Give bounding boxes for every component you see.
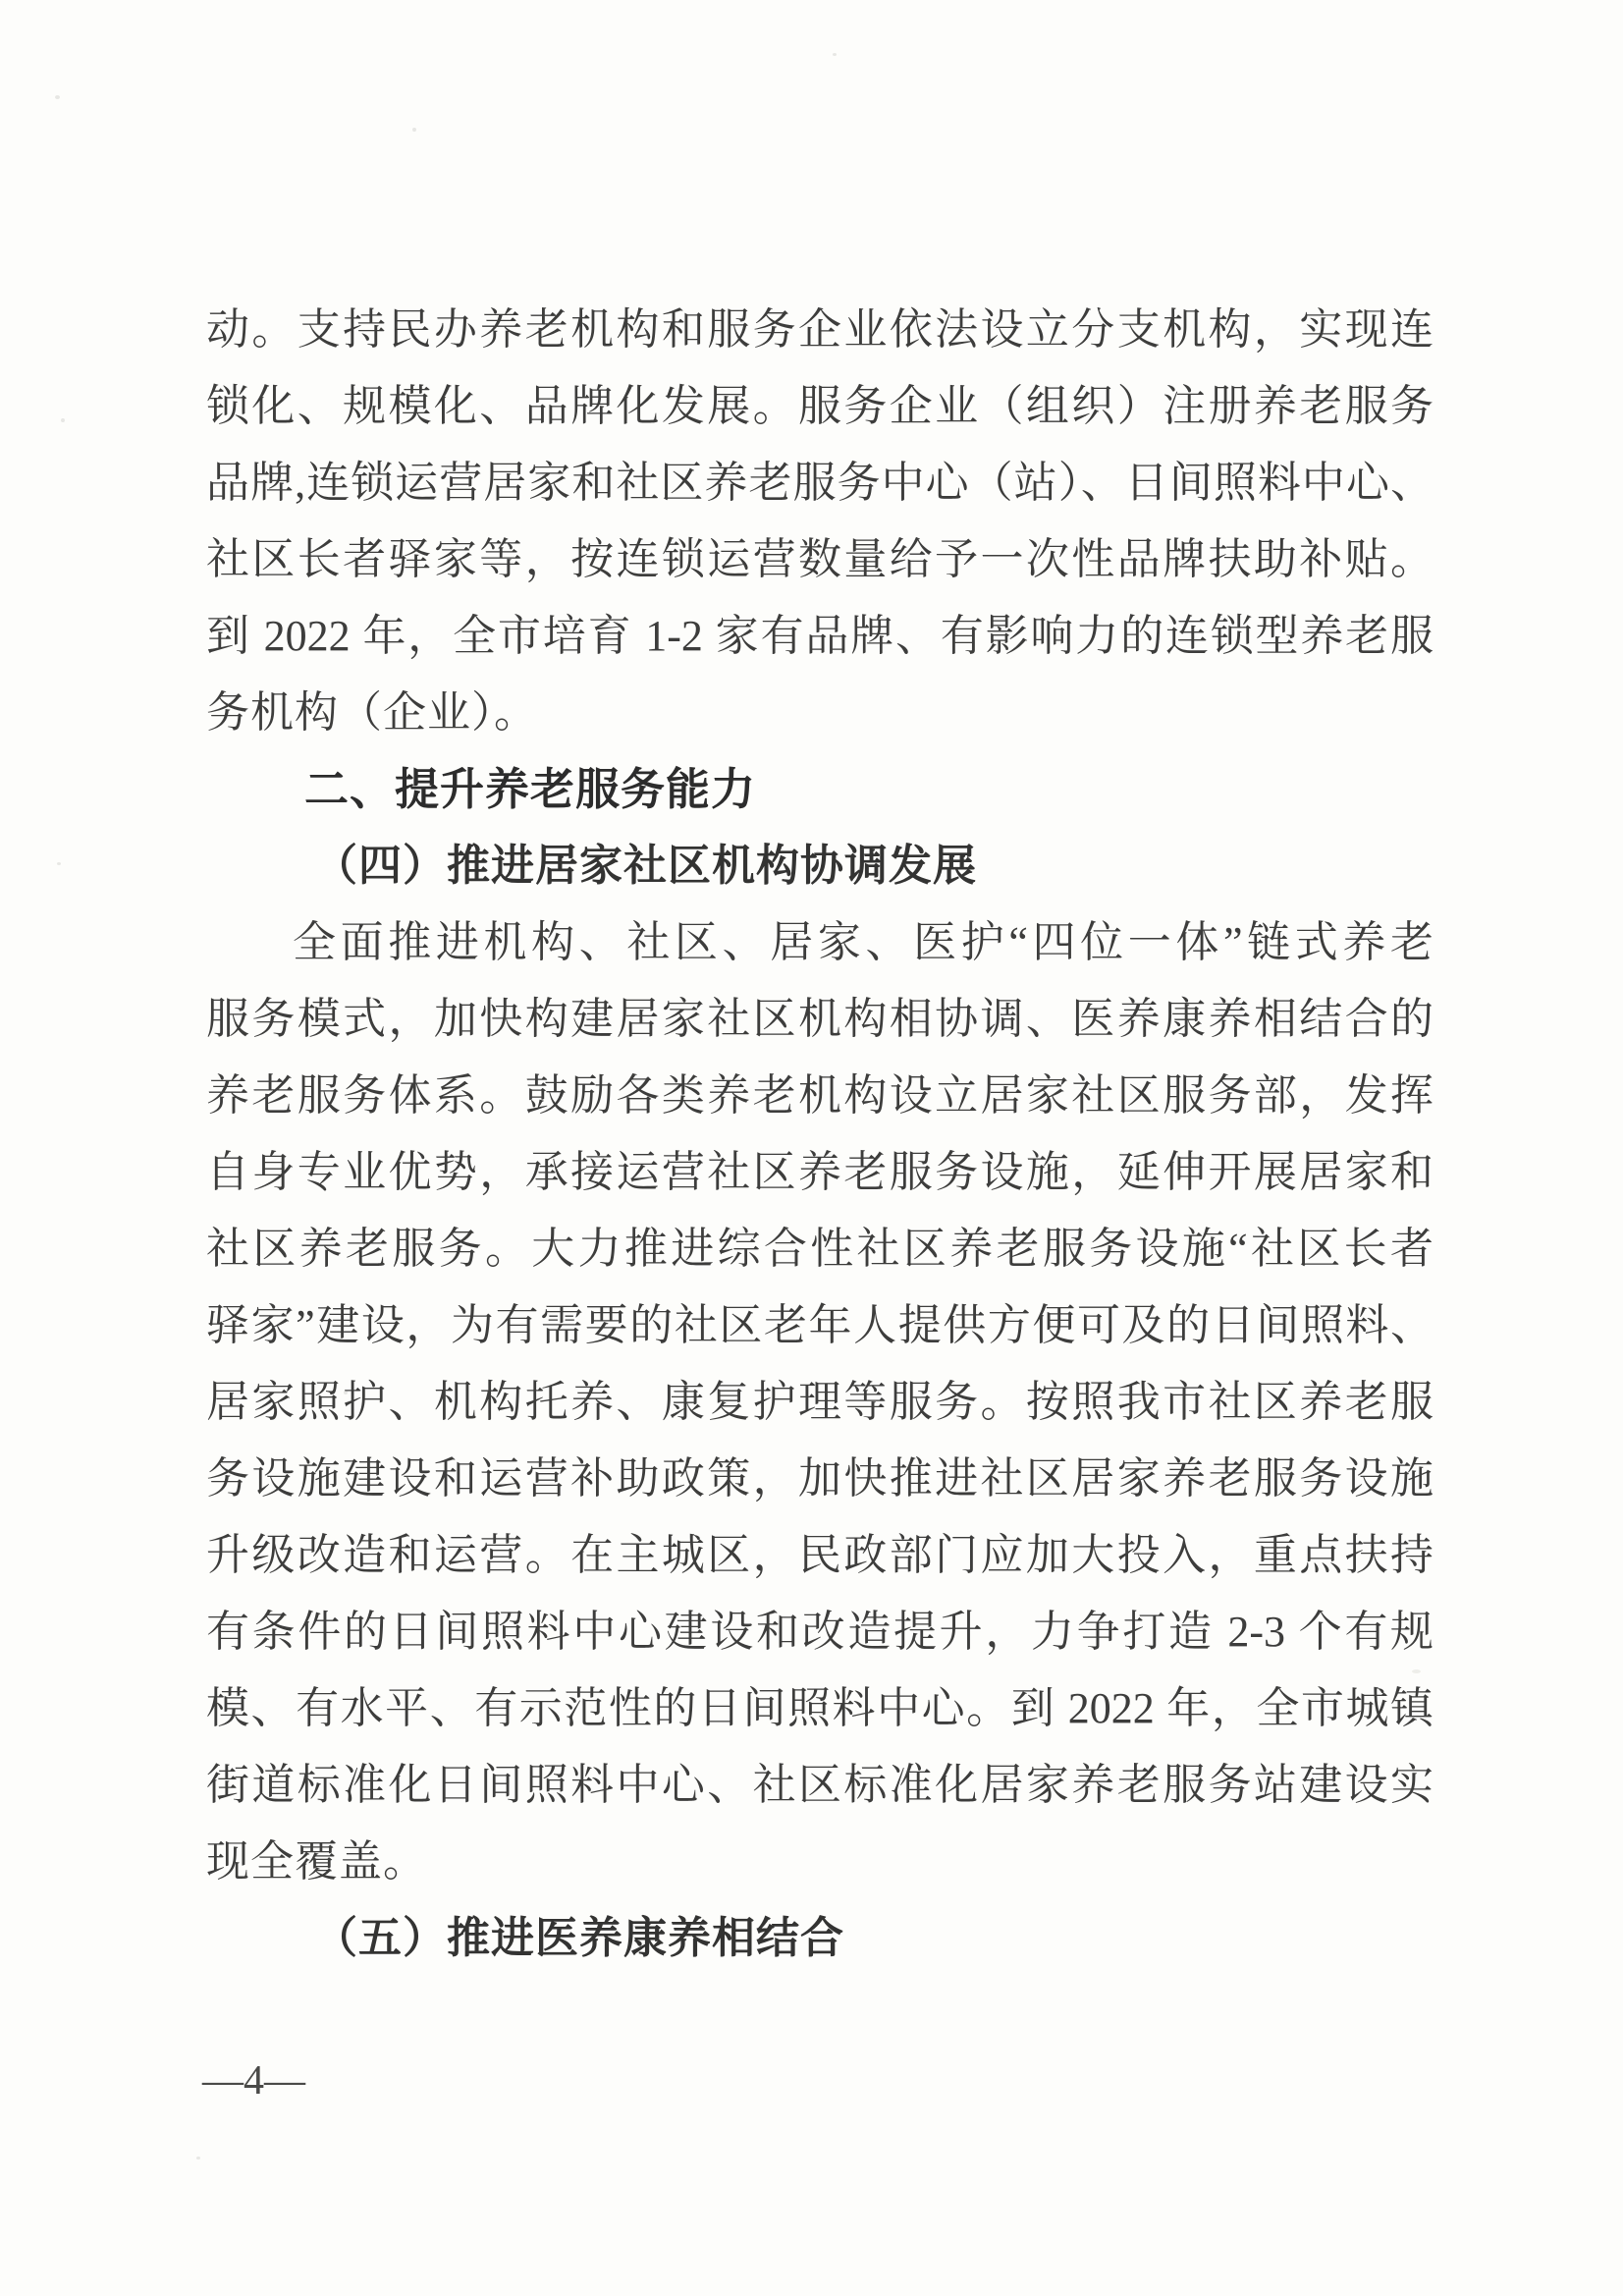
section-heading: 二、提升养老服务能力 [304,764,757,814]
body-line: 务设施建设和运营补助政策，加快推进社区居家养老服务设施 [206,1454,1434,1503]
body-line: 务机构（企业）。 [206,688,538,737]
body-line: 全面推进机构、社区、居家、医护“四位一体”链式养老 [293,918,1434,966]
scan-speck [412,128,416,132]
body-line: 街道标准化日间照料中心、社区标准化居家养老服务站建设实 [206,1761,1434,1809]
body-line: 社区养老服务。大力推进综合性社区养老服务设施“社区长者 [206,1225,1434,1273]
scan-speck [61,418,65,422]
body-line: 居家照护、机构托养、康复护理等服务。按照我市社区养老服 [206,1378,1434,1426]
subsection-heading: （五）推进医养康养相结合 [314,1914,844,1962]
body-line: 模、有水平、有示范性的日间照料中心。到 2022 年，全市城镇 [206,1684,1434,1732]
page-number: —4— [202,2058,305,2104]
body-line: 自身专业优势，承接运营社区养老服务设施，延伸开展居家和 [206,1148,1434,1196]
scan-speck [833,53,837,56]
scan-speck [344,1391,348,1394]
subsection-heading: （四）推进居家社区机构协调发展 [314,842,977,890]
document-body [206,292,1434,1977]
body-line: 品牌,连锁运营居家和社区养老服务中心（站）、日间照料中心、 [206,459,1434,507]
body-line: 服务模式，加快构建居家社区机构相协调、医养康养相结合的 [206,995,1434,1043]
body-line: 升级改造和运营。在主城区，民政部门应加大投入，重点扶持 [206,1531,1434,1579]
body-line: 锁化、规模化、品牌化发展。服务企业（组织）注册养老服务 [206,382,1434,430]
body-line: 社区长者驿家等，按连锁运营数量给予一次性品牌扶助补贴。 [206,535,1434,583]
body-line: 养老服务体系。鼓励各类养老机构设立居家社区服务部，发挥 [206,1071,1434,1120]
body-line: 有条件的日间照料中心建设和改造提升，力争打造 2-3 个有规 [206,1608,1434,1656]
body-line: 驿家”建设，为有需要的社区老年人提供方便可及的日间照料、 [206,1301,1434,1349]
body-line: 现全覆盖。 [206,1837,427,1886]
scan-speck [57,862,61,865]
scan-speck [1412,1669,1421,1673]
body-line: 动。支持民办养老机构和服务企业依法设立分支机构，实现连 [206,305,1434,354]
body-line: 到 2022 年，全市培育 1-2 家有品牌、有影响力的连锁型养老服 [206,612,1434,660]
scan-speck [55,95,60,99]
scan-speck [196,2157,200,2159]
